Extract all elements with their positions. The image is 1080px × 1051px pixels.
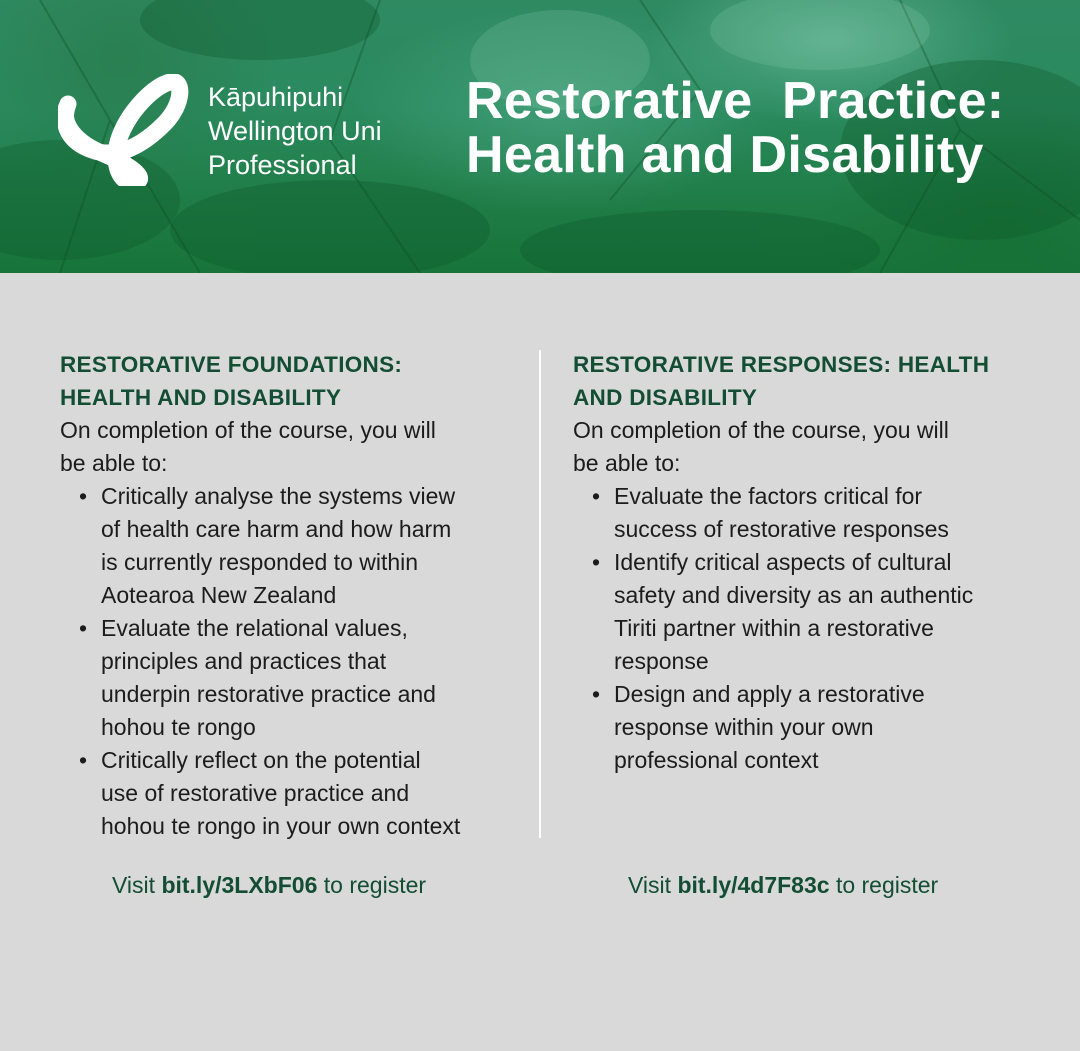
course-heading xyxy=(60,348,518,414)
cta-suffix: to register xyxy=(317,872,427,898)
list-item xyxy=(101,480,518,612)
list-item-line: • Design and apply a restorative xyxy=(614,681,925,707)
intro-line: On completion of the course, you will xyxy=(573,417,949,443)
list-item-line: hohou te rongo in your own context xyxy=(101,813,461,839)
list-item xyxy=(614,546,1023,678)
list-item-line: underpin restorative practice and xyxy=(101,681,436,707)
course-heading-line: RESTORATIVE FOUNDATIONS: xyxy=(60,352,403,377)
list-item-line: response within your own xyxy=(614,714,874,740)
list-item-line: • Critically reflect on the potential xyxy=(101,747,421,773)
register-link[interactable]: bit.ly/4d7F83c xyxy=(677,872,830,898)
course-responses xyxy=(573,348,1023,777)
list-item xyxy=(101,744,518,843)
brand-line-2: Wellington Uni xyxy=(208,116,382,146)
list-item xyxy=(614,678,1023,777)
list-item-line: • Critically analyse the systems view xyxy=(101,483,456,509)
wellington-uni-loop-logo-icon xyxy=(58,74,190,186)
cta-prefix: Visit xyxy=(628,872,678,898)
register-link[interactable]: bit.ly/3LXbF06 xyxy=(161,872,318,898)
list-item-line: use of restorative practice and xyxy=(101,780,410,806)
course-heading-line: AND DISABILITY xyxy=(573,385,758,410)
list-item-line: professional context xyxy=(614,747,819,773)
course-heading-line: HEALTH AND DISABILITY xyxy=(60,385,342,410)
brand-wordmark xyxy=(208,80,382,182)
list-item-line: of health care harm and how harm xyxy=(101,516,452,542)
page-title xyxy=(466,74,1004,182)
list-item-line: safety and diversity as an authentic xyxy=(614,582,974,608)
list-item-line: • Evaluate the factors critical for xyxy=(614,483,923,509)
course-intro xyxy=(573,414,1023,480)
register-cta-responses xyxy=(628,870,938,900)
list-item-line: hohou te rongo xyxy=(101,714,256,740)
learning-outcomes-list xyxy=(60,480,518,843)
list-item-line: success of restorative responses xyxy=(614,516,949,542)
list-item-line: response xyxy=(614,648,709,674)
course-heading xyxy=(573,348,1023,414)
cta-suffix: to register xyxy=(829,872,939,898)
brand-line-1: Kāpuhipuhi xyxy=(208,82,344,112)
list-item-line: • Identify critical aspects of cultural xyxy=(614,549,952,575)
intro-line: On completion of the course, you will xyxy=(60,417,436,443)
course-heading-line: RESTORATIVE RESPONSES: HEALTH xyxy=(573,352,990,377)
course-foundations xyxy=(60,348,518,843)
register-cta-foundations xyxy=(112,870,426,900)
header-banner xyxy=(0,0,1080,273)
list-item-line: • Evaluate the relational values, xyxy=(101,615,408,641)
column-divider xyxy=(539,350,541,838)
cta-prefix: Visit xyxy=(112,872,162,898)
list-item xyxy=(101,612,518,744)
list-item xyxy=(614,480,1023,546)
title-line-2: Health and Disability xyxy=(466,126,984,184)
list-item-line: principles and practices that xyxy=(101,648,387,674)
course-intro xyxy=(60,414,518,480)
intro-line: be able to: xyxy=(573,450,681,476)
brand-line-3: Professional xyxy=(208,150,357,180)
title-line-1: Restorative Practice: xyxy=(466,72,1005,130)
intro-line: be able to: xyxy=(60,450,168,476)
list-item-line: Tiriti partner within a restorative xyxy=(614,615,934,641)
learning-outcomes-list xyxy=(573,480,1023,777)
list-item-line: Aotearoa New Zealand xyxy=(101,582,337,608)
list-item-line: is currently responded to within xyxy=(101,549,419,575)
